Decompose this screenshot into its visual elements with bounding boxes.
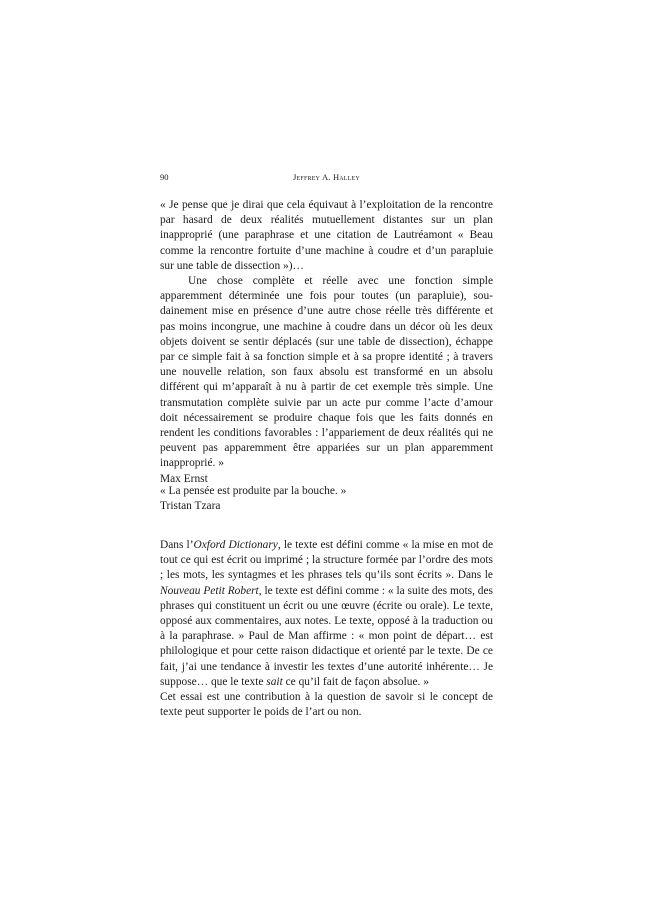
ernst-quote-paragraph-2: Une chose complète et réelle avec une fonction simple apparemment déterminée une fois pour toutes (un parapluie), soudainement mise en présence d’une autre chose réelle très différente et pas moins incongrue, une machine à coudre dans un décor où les deux objets doivent se sentir déplacés (sur une table de dissection), échappe par ce simple fait à sa fonction simple et à sa propre identité ; à travers une nouvelle relation, son faux absolu est transformé en un absolu différent qui m’apparaît à nu à partir de cet exemple très simple. Une transmutation complète suivie par un acte pur comme l’acte d’amour doit nécessairement se produire chaque fois que les faits donnés en rendent les conditions favorables : l’appariement de deux réalités qui ne peuvent pas apparemment être appariées sur un plan apparemment inapproprié. » (160, 275, 493, 470)
oxford-dictionary-title: Oxford Dictionary (193, 539, 278, 551)
tzara-quote-block (160, 484, 493, 514)
body-text-segment: ce qu’il fait de façon absolue. » (282, 675, 429, 688)
body-text-segment: , le texte est défini comme : « la suite des mots, des phrases qui constituent un écrit ou une œuvre (écrite ou orale). Le texte, opposé aux commentaires, aux notes. Le texte, opposé à la traduction ou à la paraphrase. » Paul de Man affirme : « mon point de départ… est philologique et pour cette raison didactique et orienté par le texte. De ce fait, j’ai une tendance à investir les textes d’une autorité inhérente… Je suppose… que le texte (160, 584, 493, 688)
running-header (160, 172, 493, 184)
body-text-block (160, 538, 493, 720)
ernst-quote-block (160, 198, 493, 487)
body-paragraph-1 (160, 538, 493, 690)
ernst-quote-paragraph-1: « Je pense que je dirai que cela équivaut à l’exploitation de la rencontre par hasard de deux réalités mutuellement distantes sur un plan inapproprié (une paraphrase et une citation de Lautréamont « Beau comme la rencontre fortuite d’une machine à coudre et d’un parapluie sur une table de dissection »)… (160, 199, 493, 272)
emphasis-sait: sait (266, 675, 283, 688)
running-header-author: Jeffrey A. Halley (293, 172, 360, 182)
petit-robert-title: Nouveau Petit Robert (160, 584, 259, 597)
ernst-attribution: Max Ernst (160, 472, 208, 485)
body-text-segment: Dans l’ (160, 539, 194, 551)
tzara-attribution: Tristan Tzara (160, 500, 221, 513)
tzara-quote: « La pensée est produite par la bouche. » (160, 485, 347, 497)
body-text-segment: , le texte est défini comme « la mise en mot de tout ce qui est écrit ou imprimé ; la structure formée par l’ordre des mots ; les mots, les syntagmes et les phrases tels qu’ils sont écrits ». Dans le (160, 539, 494, 582)
body-paragraph-2: Cet essai est une contribution à la question de savoir si le concept de texte peut supporter le poids de l’art ou non. (160, 691, 493, 719)
page-number: 90 (160, 172, 169, 182)
